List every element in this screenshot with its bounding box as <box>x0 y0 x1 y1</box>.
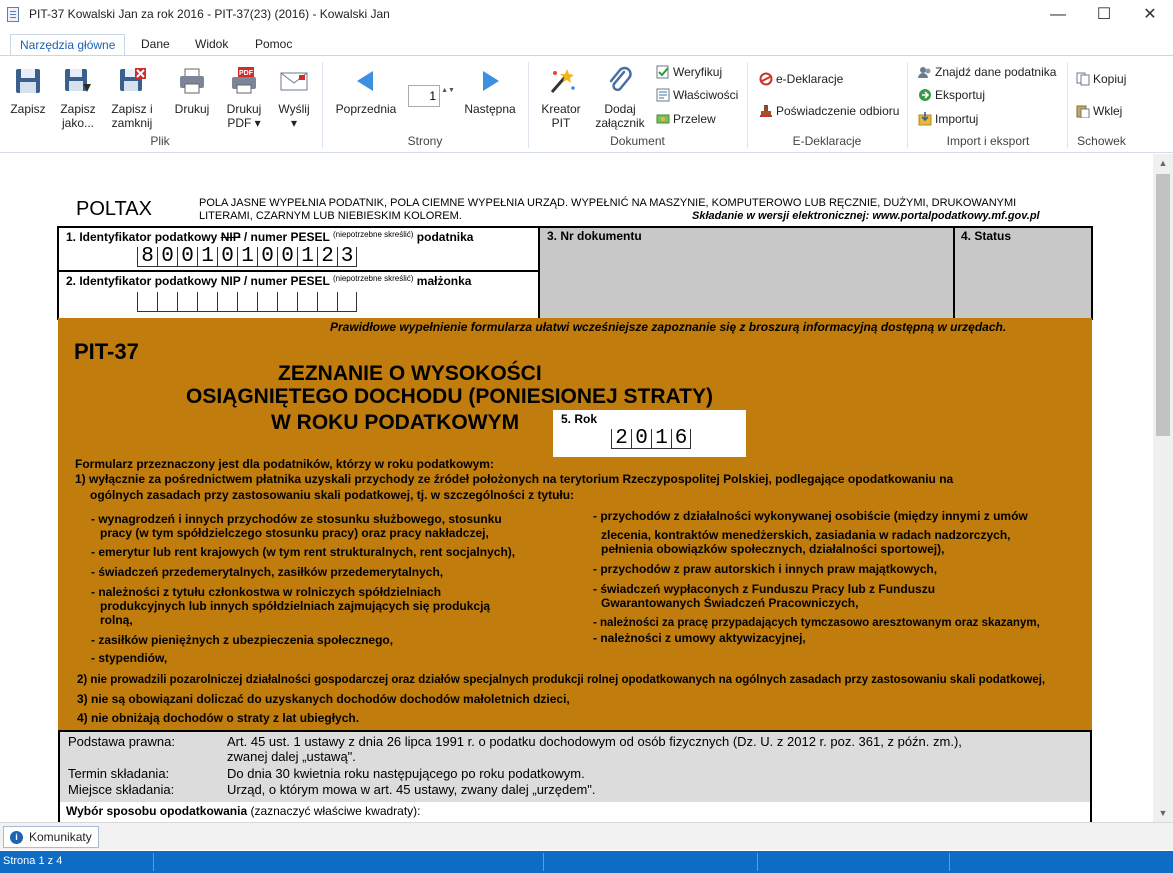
form-title-1: ZEZNANIE O WYSOKOŚCI <box>278 362 542 385</box>
pesel-digit: 0 <box>257 247 277 267</box>
point-1-line-2: ogólnych zasadach przy zastosowaniu skali podatkowej, tj. w szczególności z tytułu: <box>90 488 575 502</box>
list-item: - należności z tytułu członkostwa w rolniczych spółdzielniach <box>91 585 442 599</box>
group-label-schowek: Schowek <box>1077 134 1126 148</box>
list-item: - świadczeń wypłaconych z Funduszu Pracy lub z Funduszu <box>593 582 936 596</box>
copy-icon <box>1076 72 1090 86</box>
pesel-digit: 1 <box>197 247 217 267</box>
arrow-right-icon <box>475 66 505 96</box>
print-pdf-label: Drukuj PDF ▾ <box>226 102 262 130</box>
termin-label: Termin składania: <box>68 766 170 781</box>
list-item: zlecenia, kontraktów menedżerskich, zasiadania w radach nadzorczych, <box>601 528 1011 542</box>
point-1-line-1: 1) wyłącznie za pośrednictwem płatnika uzyskali przychody ze źródeł położonych na terytorium Rzeczypospolitej Polskiej, podlegające opodatkowaniu na <box>75 472 954 486</box>
list-item: rolną, <box>100 613 133 627</box>
status-divider <box>949 853 950 871</box>
rok-label: 5. Rok <box>561 412 598 426</box>
next-page-button[interactable] <box>461 66 519 116</box>
tab-pomoc[interactable]: Pomoc <box>255 37 293 51</box>
pesel-digit: 1 <box>237 247 257 267</box>
podstawa-prawna-value-2: zwanej dalej „ustawą". <box>227 749 356 764</box>
export-button[interactable] <box>918 87 985 103</box>
arrow-left-icon <box>351 66 381 96</box>
field-1-label-c: podatnika <box>413 230 474 244</box>
divider <box>57 270 540 272</box>
field-1-nip-struck: NIP <box>220 230 241 244</box>
wizard-label: Kreator PIT <box>541 102 581 130</box>
verify-label: Weryfikuj <box>673 65 723 79</box>
envelope-icon <box>279 66 309 96</box>
list-item: - wynagrodzeń i innych przychodów ze stosunku służbowego, stosunku <box>91 512 502 526</box>
miejsce-label: Miejsce składania: <box>68 782 175 797</box>
pesel-digit: 2 <box>317 247 337 267</box>
status-divider <box>757 853 758 871</box>
field-2-label-c: małżonka <box>413 274 472 288</box>
prev-page-label: Poprzednia <box>335 102 397 116</box>
save-close-label: Zapisz i zamknij <box>111 102 153 130</box>
verify-button[interactable] <box>656 64 722 80</box>
list-item: Gwarantowanych Świadczeń Pracowniczych, <box>601 596 859 610</box>
komunikaty-label: Komunikaty <box>29 830 92 844</box>
e-deklaracje-icon <box>759 72 773 86</box>
pesel-digit: 0 <box>277 247 297 267</box>
pesel-digit: 1 <box>297 247 317 267</box>
list-item: - emerytur lub rent krajowych (w tym rent strukturalnych, rent socjalnych), <box>91 545 516 559</box>
list-item: - świadczeń przedemerytalnych, zasiłków przedemerytalnych, <box>91 565 444 579</box>
instructions-line-1: POLA JASNE WYPEŁNIA PODATNIK, POLA CIEMNE WYPEŁNIA URZĄD. WYPEŁNIĆ NA MASZYNIE, KOMPUTEROWO LUB RĘCZNIE, DUŻYMI, DRUKOWANYMI <box>199 197 1017 209</box>
ribbon-tabs <box>0 31 1173 55</box>
title-bar <box>0 0 1173 30</box>
point-2: 2) nie prowadzili pozarolniczej działalności gospodarczej oraz działów specjalnych produkcji rolnej opodatkowanych na ogólnych zasadach przy zastosowaniu skali podatkowej, <box>77 674 1046 686</box>
field-2-superscript: (niepotrzebne skreślić) <box>332 274 414 283</box>
list-item: - zasiłków pieniężnych z ubezpieczenia społecznego, <box>91 633 394 647</box>
pesel-digit: 8 <box>137 247 157 267</box>
taxation-choice-label <box>66 804 421 818</box>
group-label-plik: Plik <box>150 134 170 148</box>
rok-digit: 1 <box>651 429 671 449</box>
list-item: pełnienia obowiązków społecznych, działalności sportowej), <box>601 542 945 556</box>
rok-digit: 6 <box>671 429 691 449</box>
copy-button[interactable] <box>1076 71 1126 87</box>
tab-widok[interactable]: Widok <box>195 37 229 51</box>
verify-check-icon <box>656 65 670 79</box>
properties-label: Właściwości <box>673 88 739 102</box>
divider <box>538 226 540 320</box>
intro-text: Formularz przeznaczony jest dla podatników, którzy w roku podatkowym: <box>75 457 494 471</box>
print-label: Drukuj <box>174 102 210 116</box>
transfer-button[interactable] <box>656 111 716 127</box>
podstawa-prawna-label: Podstawa prawna: <box>68 734 175 749</box>
rok-field[interactable] <box>553 410 746 457</box>
group-label-edeklaracje: E-Deklaracje <box>792 134 862 148</box>
scroll-up-icon[interactable]: ▲ <box>1158 158 1168 168</box>
list-item: produkcyjnych lub innych spółdzielniach zajmujących się produkcją <box>100 599 491 613</box>
spouse-pesel-input[interactable] <box>137 292 357 312</box>
scroll-down-icon[interactable]: ▼ <box>1158 808 1168 818</box>
rok-digit: 0 <box>631 429 651 449</box>
find-person-icon <box>918 65 932 79</box>
import-button[interactable] <box>918 111 978 127</box>
divider <box>953 226 955 320</box>
group-label-dokument: Dokument <box>610 134 665 148</box>
podstawa-prawna-value-1: Art. 45 ust. 1 ustawy z dnia 26 lipca 1991 r. o podatku dochodowym od osób fizycznych (Dz. U. z 2012 r. poz. 361, z późn. zm.), <box>227 734 962 749</box>
wizard-button[interactable] <box>538 66 584 130</box>
status-divider <box>543 853 544 871</box>
prev-page-button[interactable] <box>334 66 398 116</box>
list-item: - stypendiów, <box>91 651 168 665</box>
export-label: Eksportuj <box>935 88 986 102</box>
money-transfer-icon <box>656 112 670 126</box>
attach-button[interactable] <box>594 66 646 130</box>
find-taxpayer-label: Znajdź dane podatnika <box>935 65 1057 79</box>
receipt-label: Poświadczenie odbioru <box>776 104 900 118</box>
instructions-line-2: LITERAMI, CZARNYM LUB NIEBIESKIM KOLOREM. <box>199 210 462 222</box>
rok-digits <box>611 429 691 449</box>
paste-button[interactable] <box>1076 103 1122 119</box>
tab-narzedzia-glowne[interactable]: Narzędzia główne <box>10 34 125 56</box>
page-number-input[interactable] <box>408 85 440 107</box>
e-deklaracje-label: e-Deklaracje <box>776 72 844 86</box>
page-number-value: 1 <box>429 89 436 103</box>
receipt-button[interactable] <box>759 103 899 119</box>
miejsce-value: Urząd, o którym mowa w art. 45 ustawy, zwany dalej „urzędem". <box>227 782 596 797</box>
form-code: PIT-37 <box>74 339 139 364</box>
maximize-button[interactable]: ☐ <box>1096 6 1112 23</box>
field-2-label <box>66 274 471 288</box>
ribbon-separator <box>322 62 323 148</box>
properties-button[interactable] <box>656 87 738 103</box>
properties-icon <box>656 88 670 102</box>
page-spin-button[interactable]: ▲▼ <box>441 87 455 94</box>
list-item: - przychodów z działalności wykonywanej osobiście (między innymi z umów <box>593 509 1028 523</box>
app-icon <box>7 7 19 22</box>
point-4: 4) nie obniżają dochodów o straty z lat ubiegłych. <box>77 711 360 725</box>
list-item: - należności za pracę przypadających tymczasowo aresztowanym oraz skazanym, <box>593 617 1040 629</box>
print-button[interactable] <box>172 66 212 116</box>
stamp-icon <box>759 104 773 118</box>
send-label: Wyślij ▾ <box>278 102 310 130</box>
list-item: - należności z umowy aktywizacyjnej, <box>593 631 806 645</box>
form-title-2: OSIĄGNIĘTEGO DOCHODU (PONIESIONEJ STRATY) <box>186 385 713 408</box>
field-1-label-b: / numer PESEL <box>240 230 333 244</box>
rok-digit: 2 <box>611 429 631 449</box>
taxation-choice-bold: Wybór sposobu opodatkowania <box>66 804 248 818</box>
electronic-submission-info: Składanie w wersji elektronicznej: www.portalpodatkowy.mf.gov.pl <box>692 210 1040 222</box>
pesel-digit: 3 <box>337 247 357 267</box>
export-icon <box>918 88 932 102</box>
minimize-button[interactable]: — <box>1050 6 1066 23</box>
field-1-label <box>66 230 473 244</box>
field-1-label-a: 1. Identyfikator podatkowy <box>66 230 221 244</box>
send-button[interactable] <box>274 66 314 130</box>
save-close-button[interactable] <box>108 66 156 130</box>
floppy-icon <box>13 66 43 96</box>
termin-value: Do dnia 30 kwietnia roku następującego po roku podatkowym. <box>227 766 585 781</box>
find-taxpayer-button[interactable] <box>918 64 1056 80</box>
printer-icon <box>177 66 207 96</box>
svg-text:PDF: PDF <box>239 70 253 77</box>
ribbon-separator <box>528 62 529 148</box>
paste-icon <box>1076 104 1090 118</box>
field-4-label: 4. Status <box>961 229 1012 243</box>
poltax-label: POLTAX <box>76 198 152 220</box>
paste-label: Wklej <box>1093 104 1123 118</box>
list-item: pracy (w tym spółdzielczego stosunku pracy) oraz pracy nakładczej, <box>100 526 489 540</box>
page-status: Strona 1 z 4 <box>3 855 63 867</box>
window-title: PIT-37 Kowalski Jan za rok 2016 - PIT-37(23) (2016) - Kowalski Jan <box>29 7 390 21</box>
bottom-panel <box>0 822 1173 850</box>
pesel-digit: 0 <box>217 247 237 267</box>
status-divider <box>153 853 154 871</box>
save-button[interactable] <box>9 66 47 116</box>
copy-label: Kopiuj <box>1093 72 1127 86</box>
save-as-label: Zapisz jako... <box>60 102 96 130</box>
scrollbar-thumb[interactable] <box>1156 174 1170 436</box>
field-1-superscript: (niepotrzebne skreślić) <box>332 230 414 239</box>
form-title-3: W ROKU PODATKOWYM <box>271 411 520 434</box>
floppy-save-as-icon <box>63 66 93 96</box>
paperclip-icon <box>605 66 635 96</box>
hint-text: Prawidłowe wypełnienie formularza ułatwi wcześniejsze zapoznanie się z broszurą informacyjną dostępną w urzędach. <box>330 320 1007 334</box>
field-3-label: 3. Nr dokumentu <box>547 229 642 243</box>
close-button[interactable]: ✕ <box>1143 6 1157 23</box>
save-label: Zapisz <box>10 102 46 116</box>
floppy-close-icon <box>117 66 147 96</box>
point-3: 3) nie są obowiązani doliczać do uzyskanych dochodów dochodów małoletnich dzieci, <box>77 692 570 706</box>
transfer-label: Przelew <box>673 112 716 126</box>
list-item: - przychodów z praw autorskich i innych praw majątkowych, <box>593 562 938 576</box>
vertical-scrollbar[interactable] <box>1153 154 1173 822</box>
pesel-digit: 0 <box>177 247 197 267</box>
group-label-import-eksport: Import i eksport <box>946 134 1030 148</box>
e-deklaracje-button[interactable] <box>759 71 843 87</box>
document-view[interactable] <box>0 154 1153 822</box>
komunikaty-button[interactable] <box>3 826 99 848</box>
pesel-digit: 0 <box>157 247 177 267</box>
attach-label: Dodaj załącznik <box>595 102 645 130</box>
field-2-label-a: 2. Identyfikator podatkowy NIP / numer PESEL <box>66 274 333 288</box>
next-page-label: Następna <box>464 102 516 116</box>
import-icon <box>918 112 932 126</box>
save-as-button[interactable] <box>55 66 101 130</box>
magic-wand-icon <box>546 66 576 96</box>
print-pdf-button[interactable] <box>222 66 266 130</box>
ribbon <box>0 55 1173 153</box>
status-bar <box>0 851 1173 873</box>
taxation-choice-note: (zaznaczyć właściwe kwadraty): <box>247 804 421 818</box>
pesel-input[interactable] <box>137 247 357 267</box>
tab-dane[interactable]: Dane <box>141 37 170 51</box>
group-label-strony: Strony <box>407 134 443 148</box>
pdf-printer-icon <box>229 66 259 96</box>
info-icon: i <box>10 831 23 844</box>
import-label: Importuj <box>935 112 979 126</box>
